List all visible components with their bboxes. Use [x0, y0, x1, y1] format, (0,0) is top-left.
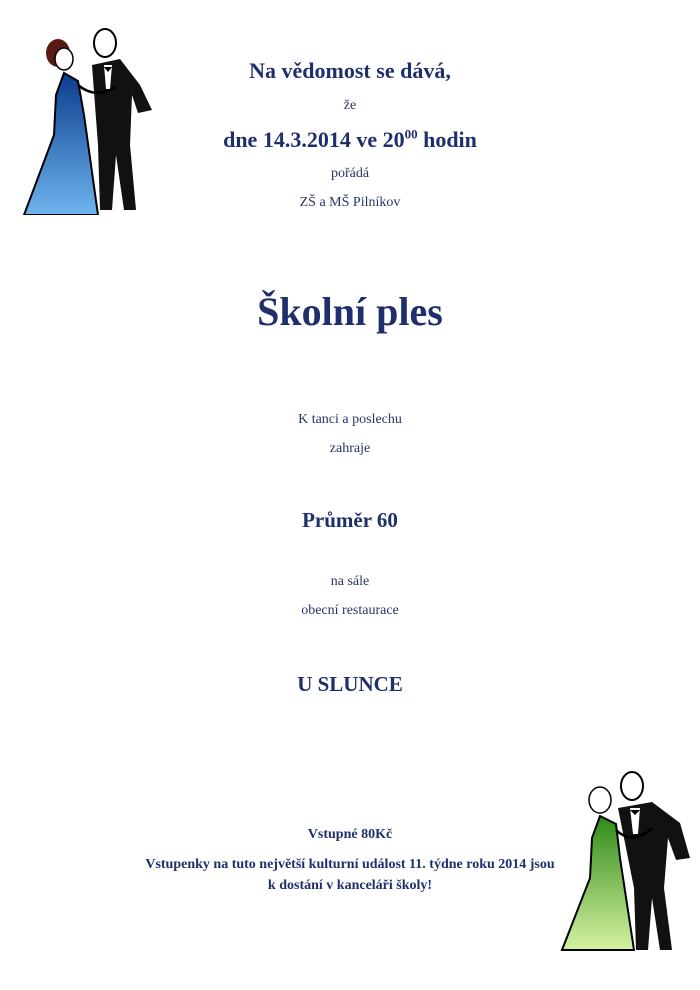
page-title: Školní ples [257, 289, 443, 334]
band-name: Průměr 60 [302, 508, 398, 532]
heading: Na vědomost se dává, [249, 58, 451, 83]
event-date [0, 127, 700, 153]
organizer: ZŠ a MŠ Pilníkov [299, 195, 401, 210]
tickets-line-2: k dostání v kanceláři školy! [267, 878, 433, 893]
entry-fee: Vstupné 80Kč [307, 827, 393, 842]
venue-line-1: na sále [330, 574, 370, 589]
event-date-suffix: hodin [417, 127, 477, 152]
intro-line-2: zahraje [329, 441, 371, 456]
event-date-prefix: dne 14.3.2014 ve 20 [223, 127, 405, 152]
venue-name: U SLUNCE [297, 672, 403, 696]
porada-text: pořádá [330, 166, 370, 181]
tickets-line-1: Vstupenky na tuto největší kulturní událost 11. týdne roku 2014 jsou [145, 857, 555, 872]
dancing-couple-blue-icon [20, 25, 160, 215]
intro-line-1: K tanci a poslechu [298, 412, 402, 427]
venue-line-2: obecní restaurace [301, 603, 399, 618]
ze-text: že [343, 98, 357, 113]
event-date-superscript: 00 [404, 126, 418, 142]
